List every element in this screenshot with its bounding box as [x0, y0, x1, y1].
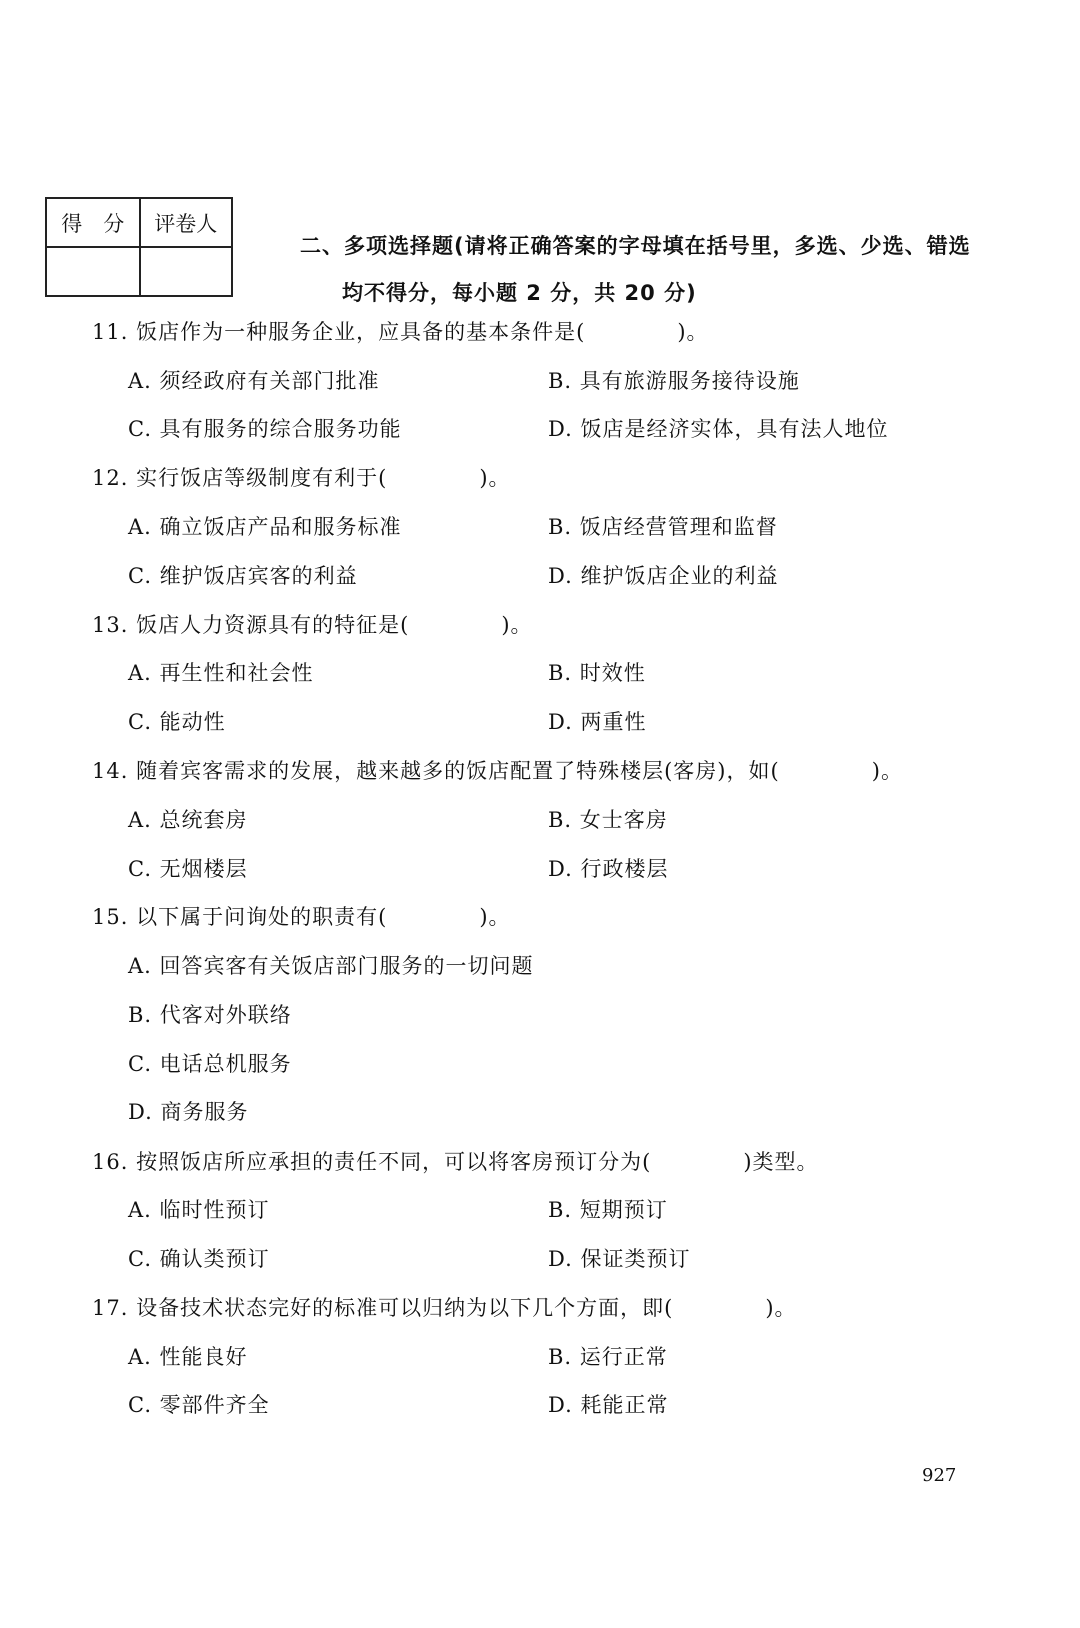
page-number: 927 [922, 1465, 957, 1486]
question-stem: 12. 实行饭店等级制度有利于( )。 [92, 466, 511, 490]
option-a: A. 性能良好 [128, 1345, 248, 1369]
option-b: B. 短期预订 [548, 1198, 668, 1222]
grader-label: 评卷人 [140, 198, 232, 247]
section-title-continued: 均不得分，每小题 2 分，共 20 分) [342, 281, 697, 305]
option-a: A. 临时性预订 [128, 1198, 270, 1222]
option-b: B. 具有旅游服务接待设施 [548, 369, 800, 393]
option-d: D. 饭店是经济实体，具有法人地位 [548, 417, 889, 441]
option-a: A. 再生性和社会性 [128, 661, 314, 685]
question-stem: 15. 以下属于问询处的职责有( )。 [92, 905, 511, 929]
option-b: B. 时效性 [548, 661, 646, 685]
option-b: B. 代客对外联络 [128, 1003, 292, 1027]
question-stem: 17. 设备技术状态完好的标准可以归纳为以下几个方面，即( )。 [92, 1296, 797, 1320]
question-stem: 11. 饭店作为一种服务企业，应具备的基本条件是( )。 [92, 320, 709, 344]
option-b: B. 运行正常 [548, 1345, 668, 1369]
option-d: D. 耗能正常 [548, 1393, 669, 1417]
section-title: 二、多项选择题(请将正确答案的字母填在括号里，多选、少选、错选 [300, 234, 971, 258]
grader-cell [140, 247, 232, 296]
option-a: A. 总统套房 [128, 808, 248, 832]
option-d: D. 商务服务 [128, 1100, 249, 1124]
option-d: D. 维护饭店企业的利益 [548, 564, 779, 588]
option-b: B. 饭店经营管理和监督 [548, 515, 778, 539]
question-stem: 14. 随着宾客需求的发展，越来越多的饭店配置了特殊楼层(客房)，如( )。 [92, 759, 903, 783]
option-a: A. 须经政府有关部门批准 [128, 369, 380, 393]
option-c: C. 无烟楼层 [128, 857, 248, 881]
option-c: C. 零部件齐全 [128, 1393, 270, 1417]
question-stem: 16. 按照饭店所应承担的责任不同，可以将客房预订分为( )类型。 [92, 1150, 819, 1174]
option-d: D. 两重性 [548, 710, 647, 734]
option-c: C. 电话总机服务 [128, 1052, 292, 1076]
option-c: C. 具有服务的综合服务功能 [128, 417, 402, 441]
score-cell [46, 247, 140, 296]
option-c: C. 能动性 [128, 710, 226, 734]
option-c: C. 维护饭店宾客的利益 [128, 564, 358, 588]
question-stem: 13. 饭店人力资源具有的特征是( )。 [92, 613, 533, 637]
score-table [45, 197, 233, 297]
option-d: D. 行政楼层 [548, 857, 669, 881]
option-b: B. 女士客房 [548, 808, 668, 832]
option-a: A. 回答宾客有关饭店部门服务的一切问题 [128, 954, 534, 978]
option-a: A. 确立饭店产品和服务标准 [128, 515, 402, 539]
score-label: 得 分 [46, 198, 140, 247]
option-c: C. 确认类预订 [128, 1247, 270, 1271]
option-d: D. 保证类预订 [548, 1247, 691, 1271]
